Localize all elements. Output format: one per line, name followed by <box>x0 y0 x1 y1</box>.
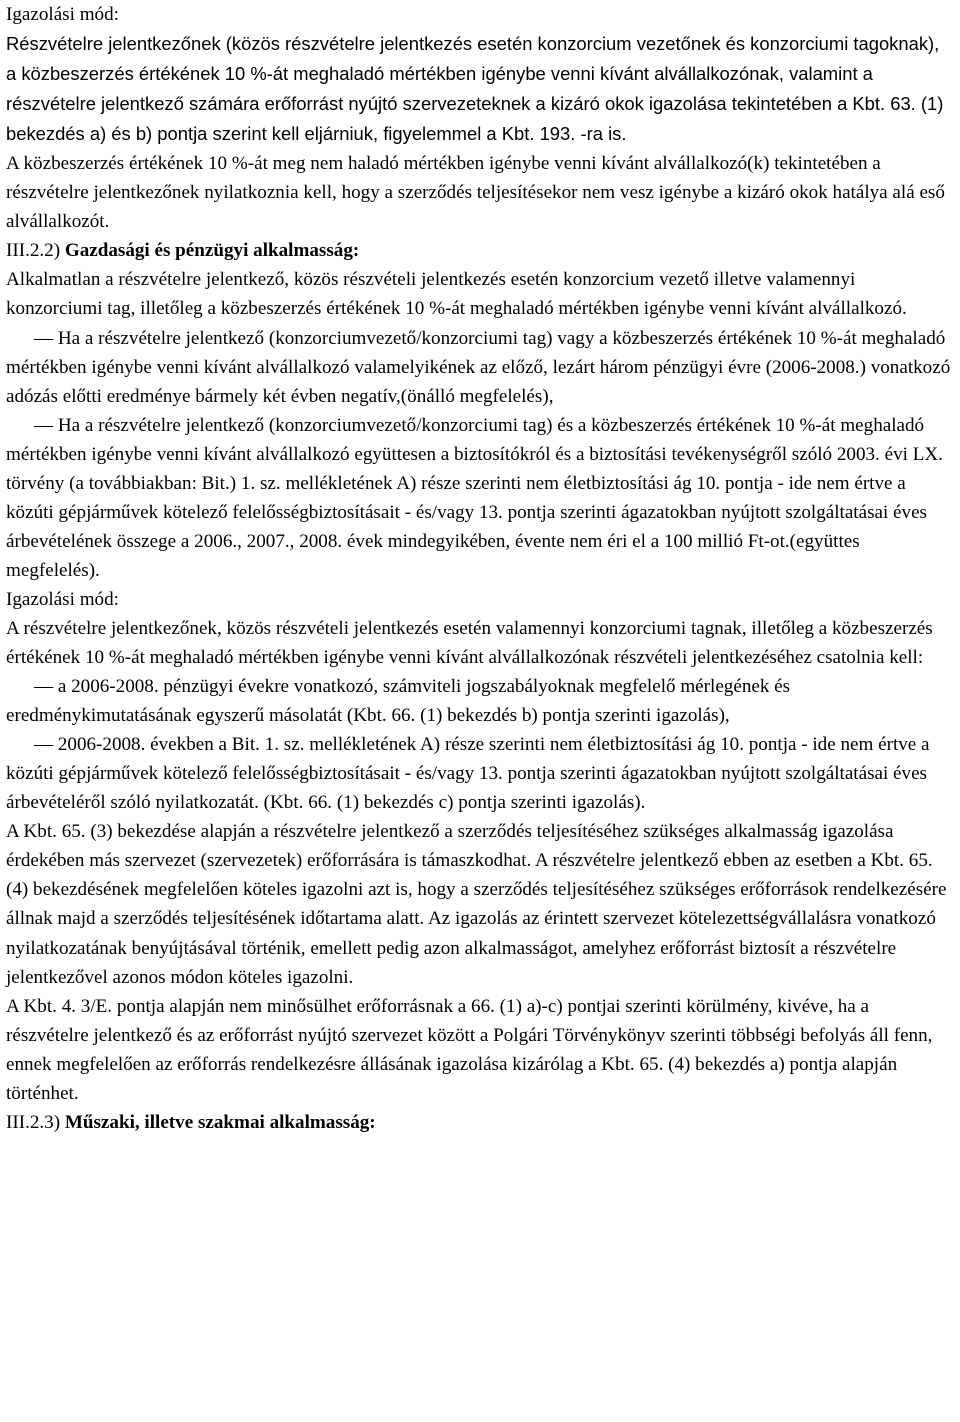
paragraph-resource-reliance: A Kbt. 65. (3) bekezdése alapján a részvételre jelentkező a szerződés teljesítéséhez szükséges alkalmasság igazolása érdekében más szervezet (szervezetek) erőforrására is támaszkodhat. A részvételre jelentkező ebben az esetben a Kbt. 65. (4) bekezdésének megfelelően köteles igazolni azt is, hogy a szerződés teljesítéséhez szükséges erőforrások rendelkezésére állnak majd a szerződés teljesítésének időtartama alatt. Az igazolás az érintett szervezet kötelezettségvállalásra vonatkozó nyilatkozatának benyújtásával történik, emellett pedig azon alkalmasságot, amelyhez erőforrást biztosít a részvételre jelentkezővel azonos módon köteles igazolni. <box>6 821 947 988</box>
paragraph-verification-method-2: Igazolási mód: <box>6 588 119 610</box>
section-title: Műszaki, illetve szakmai alkalmasság: <box>64 1111 376 1133</box>
paragraph-subcontractor-declaration: A közbeszerzés értékének 10 %-át meg nem haladó mértékben igénybe venni kívánt alvállalkozó(k) tekintetében a részvételre jelentkezőnek nyilatkoznia kell, hogy a szerződés teljesítésekor nem vesz igénybe a kizáró okok hatálya alá eső alvállalkozót. <box>6 153 945 233</box>
paragraph-resource-restriction: A Kbt. 4. 3/E. pontja alapján nem minősülhet erőforrásnak a 66. (1) a)-c) pontjai szerinti körülmény, kivéve, ha a részvételre jelentkező és az erőforrást nyújtó szervezet között a Polgári Törvénykönyv szerinti többségi befolyás áll fenn, ennek megfelelően az erőforrás rendelkezésre állásának igazolása kizárólag a Kbt. 65. (4) bekezdés a) pontja alapján történhet. <box>6 995 933 1104</box>
section-number: III.2.3) <box>6 1111 65 1133</box>
exclusion-grounds-part-1: Részvételre jelentkezőnek (közös részvételre jelentkezés esetén konzorcium vezetőnek és konzorciumi tagoknak), a közbeszerzés értékének 10 %-át meghaladó mértékben igénybe venni kívánt alvállalkozónak, valamint a részvételre jelentkező számára erőforrást nyújtó <box>6 33 940 115</box>
section-heading-economic-financial <box>6 236 954 265</box>
paragraph-balance-sheet: — a 2006-2008. pénzügyi évekre vonatkozó, számviteli jogszabályoknak megfelelő mérlegének és eredménykimutatásának egyszerű másolatát (Kbt. 66. (1) bekezdés b) pontja szerinti igazolás), <box>6 676 791 727</box>
paragraph-condition-individual: — Ha a részvételre jelentkező (konzorciumvezető/konzorciumi tag) vagy a közbeszerzés értékének 10 %-át meghaladó mértékben igénybe venni kívánt alvállalkozó valamelyikének az előző, lezárt három pénzügyi évre (2006-2008.) vonatkozó adózás előtti eredménye bármely két évben negatív,(önálló megfelelés), <box>6 327 951 407</box>
paragraph-revenue-statement: — 2006-2008. években a Bit. 1. sz. mellékletének A) része szerinti nem életbiztosítási ág 10. pontja - ide nem értve a közúti gépjárművek kötelező felelősségbiztosításait - és/vagy 13. pontja szerinti ágazatokban nyújtott szolgáltatásai éves árbevételéről szóló nyilatkozatát. (Kbt. 66. (1) bekezdés c) pontja szerinti igazolás). <box>6 734 930 814</box>
paragraph-exclusion-grounds <box>6 29 954 149</box>
paragraph-condition-joint: — Ha a részvételre jelentkező (konzorciumvezető/konzorciumi tag) és a közbeszerzés értékének 10 %-át meghaladó mértékben igénybe venni kívánt alvállalkozó együttesen a biztosítókról és a biztosítási tevékenységről szóló 2003. évi LX. törvény (a továbbiakban: Bit.) 1. sz. mellékletének A) része szerinti nem életbiztosítási ág 10. pontja - ide nem értve a közúti gépjárművek kötelező felelősségbiztosításait - és/vagy 13. pontja szerinti ágazatokban nyújtott szolgáltatásai éves árbevételének összege a 2006., 2007., 2008. évek mindegyikében, évente nem éri el a 100 millió Ft-ot.(együttes megfelelés). <box>6 414 943 581</box>
section-number: III.2.2) <box>6 240 65 262</box>
section-heading-technical-professional <box>6 1108 954 1137</box>
paragraph-verification-method-1: Igazolási mód: <box>6 4 119 25</box>
paragraph-required-attachments: A részvételre jelentkezőnek, közös részvételi jelentkezés esetén valamennyi konzorciumi tagnak, illetőleg a közbeszerzés értékének 10 %-át meghaladó mértékben igénybe venni kívánt alvállalkozónak részvételi jelentkezéséhez csatolnia kell: <box>6 617 933 669</box>
exclusion-grounds-part-2: szervezeteknek a kizáró okok igazolása tekintetében a Kbt. 63. (1) bekezdés a) és b) pontja szerint kell eljárniuk, figyelemmel a Kbt. 193. -ra is. <box>6 93 944 145</box>
paragraph-unsuitability: Alkalmatlan a részvételre jelentkező, közös részvételi jelentkezés esetén konzorcium vezető illetve valamennyi konzorciumi tag, illetőleg a közbeszerzés értékének 10 %-át meghaladó mértékben igénybe venni kívánt alvállalkozó. <box>6 269 907 320</box>
section-title: Gazdasági és pénzügyi alkalmasság: <box>64 240 360 262</box>
